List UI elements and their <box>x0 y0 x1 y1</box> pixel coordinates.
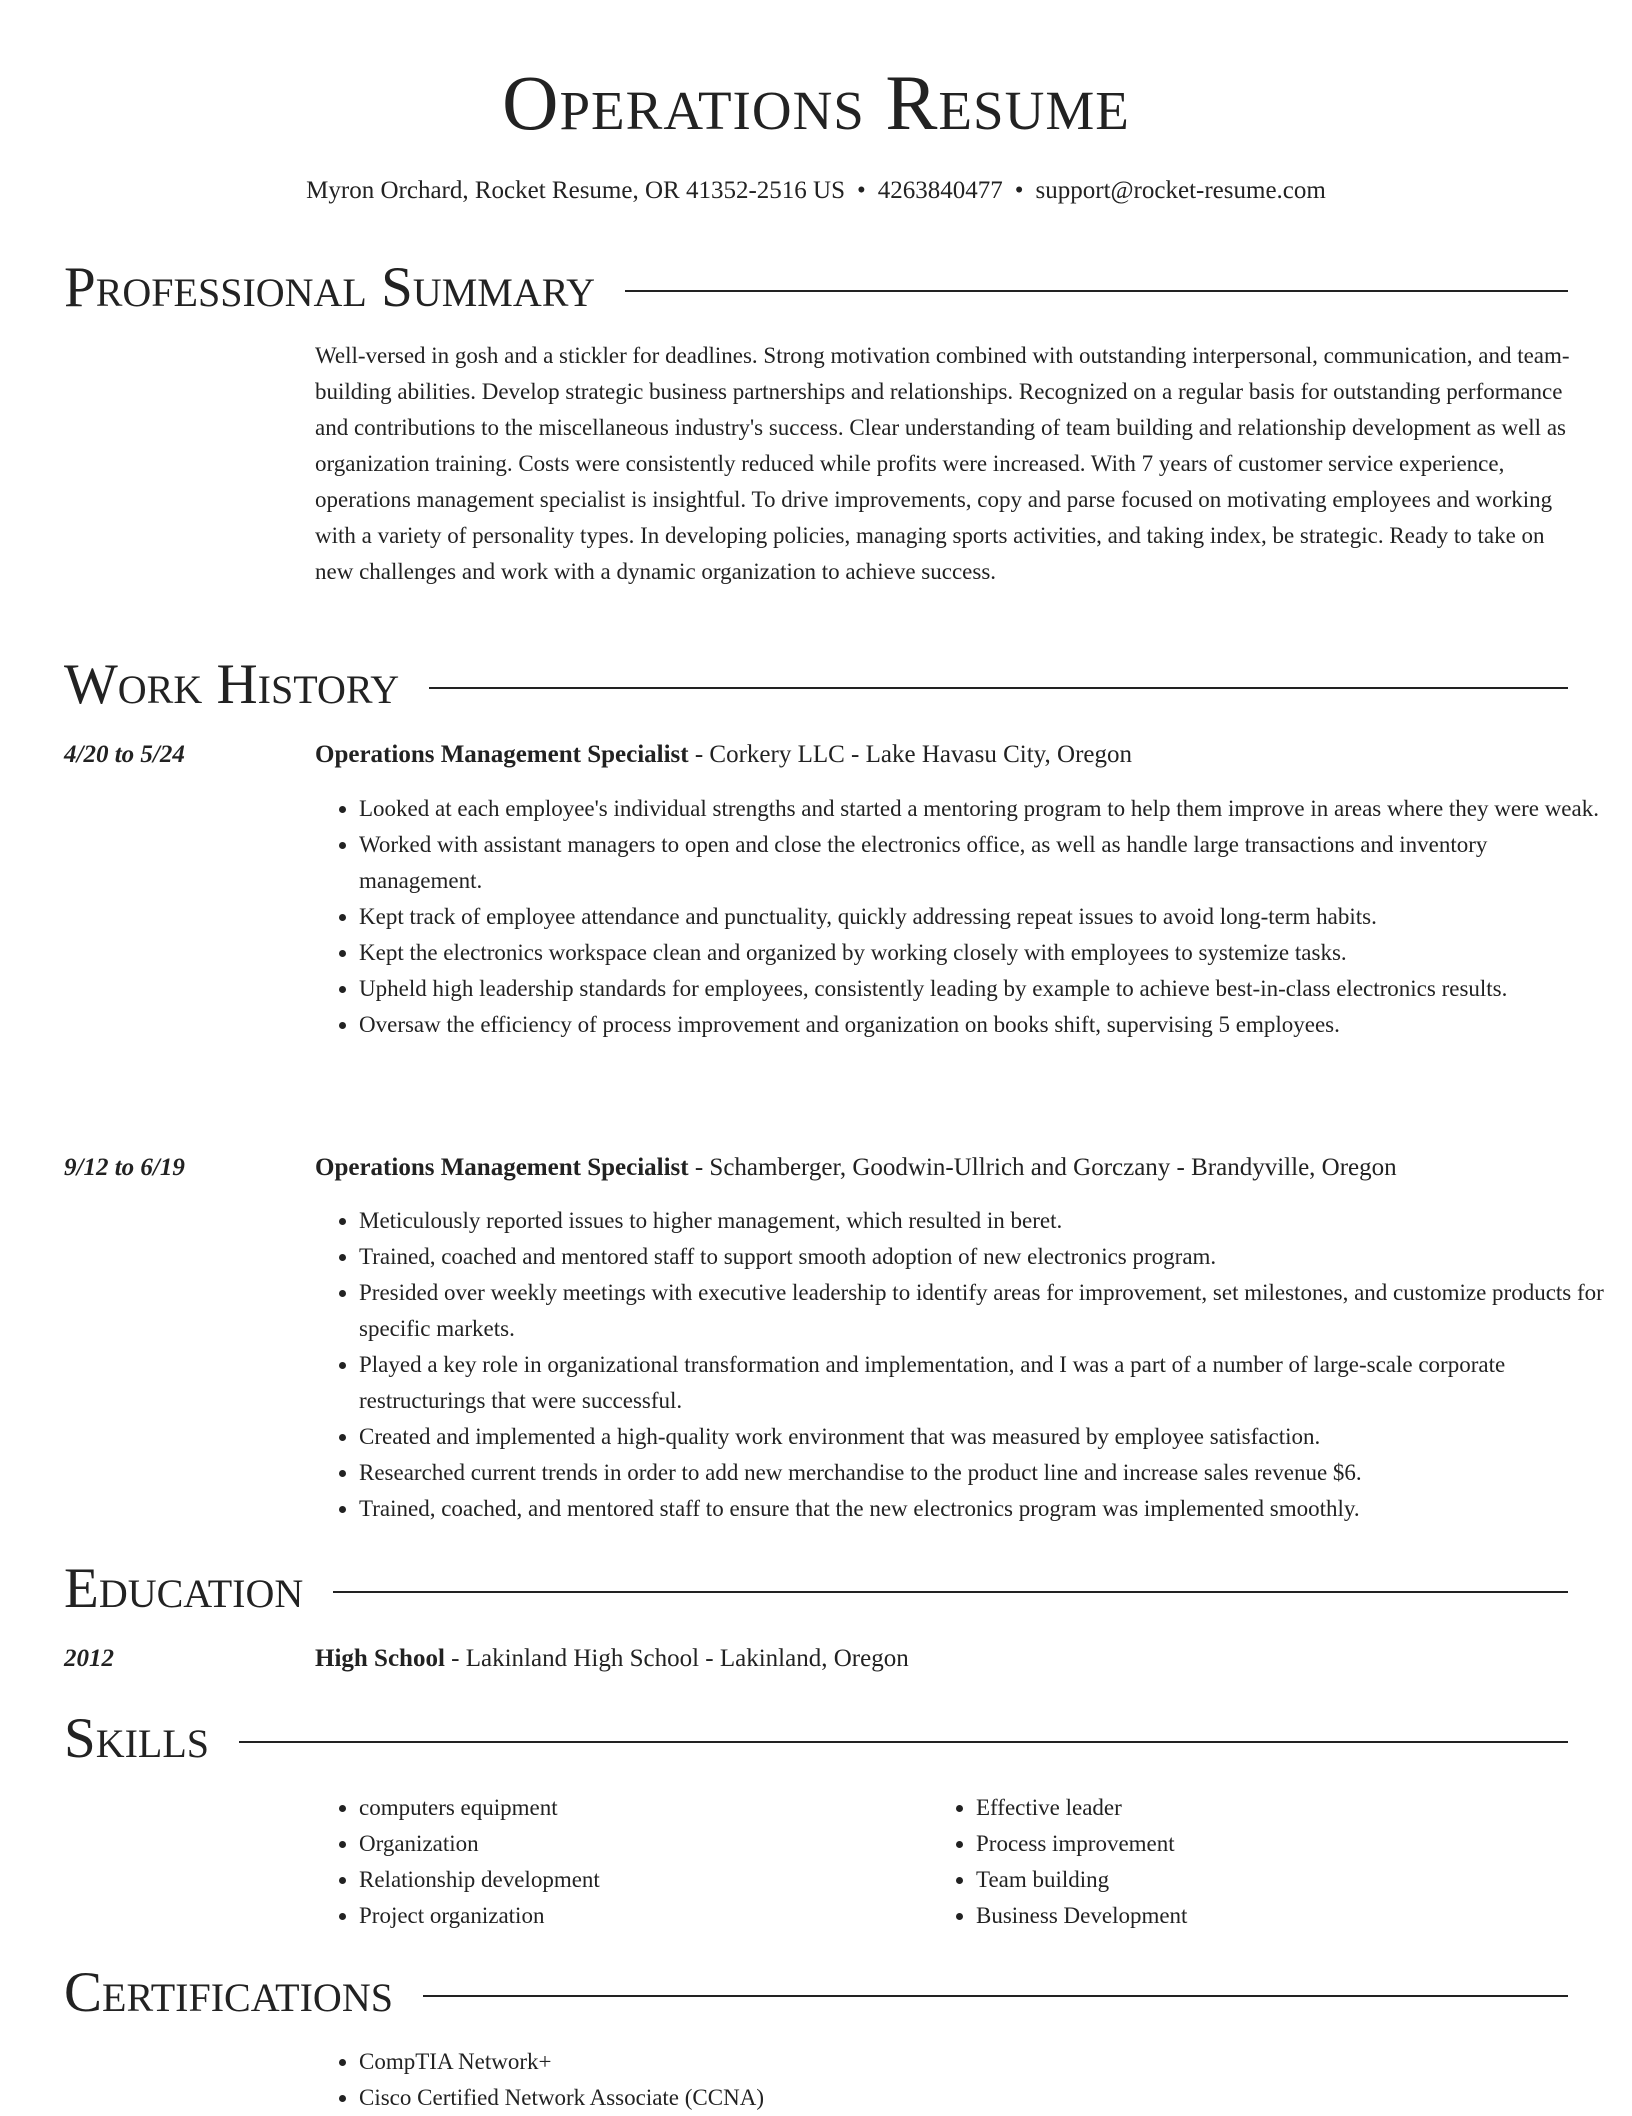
list-item: • Meticulously reported issues to higher management, which resulted in beret. <box>359 1203 1614 1239</box>
list-item: • Oversaw the efficiency of process improvement and organization on books shift, supervising 5 employees. <box>359 1007 1614 1043</box>
contact-phone: 4263840477 <box>877 177 1003 204</box>
list-item: • Played a key role in organizational transformation and implementation, and I was a part of a number of large-scale corporate restructurings that were successful. <box>359 1347 1614 1419</box>
job-details: - Schamberger, Goodwin-Ullrich and Gorczany - Brandyville, Oregon <box>688 1154 1397 1181</box>
summary-text: Well-versed in gosh and a stickler for deadlines. Strong motivation combined with outstanding interpersonal, communication, and team-building abilities. Develop strategic business partnerships and relationships. Recognized on a regular basis for outstanding performance and contributions to the miscellaneous industry's success. Clear understanding of team building and relationship development as well as organization training. Costs were consistently reduced while profits were increased. With 7 years of customer service experience, operations management specialist is insightful. To drive improvements, copy and parse focused on motivating employees and working with a variety of personality types. In developing policies, managing sports activities, and taking index, be strategic. Ready to take on new challenges and work with a dynamic organization to achieve success. <box>315 343 1570 584</box>
education-degree: High School <box>315 1645 445 1672</box>
job-details: - Corkery LLC - Lake Havasu City, Oregon <box>688 741 1132 768</box>
contact-address: Myron Orchard, Rocket Resume, OR 41352-2516 US <box>306 177 845 204</box>
certifications-heading: Certifications <box>64 1961 393 2024</box>
skills-heading: Skills <box>64 1707 210 1770</box>
job-header <box>315 1150 1570 1186</box>
section-divider <box>423 1995 1568 1997</box>
section-divider <box>333 1591 1568 1593</box>
skill-item: • Organization <box>359 1826 919 1862</box>
contact-line <box>0 174 1632 208</box>
summary-heading: Professional Summary <box>64 256 596 319</box>
list-item: • Researched current trends in order to add new merchandise to the product line and increase sales revenue $6. <box>359 1455 1614 1491</box>
section-divider <box>625 290 1568 292</box>
work-heading: Work History <box>64 653 400 716</box>
education-entry <box>315 1641 1570 1677</box>
skill-item: • computers equipment <box>359 1790 919 1826</box>
contact-email: support@rocket-resume.com <box>1035 177 1326 204</box>
skills-section-header <box>64 1706 1568 1772</box>
section-divider <box>429 687 1568 689</box>
list-item: • Upheld high leadership standards for employees, consistently leading by example to achieve best-in-class electronics results. <box>359 971 1614 1007</box>
list-item: • Trained, coached and mentored staff to support smooth adoption of new electronics program. <box>359 1239 1614 1275</box>
list-item: • Presided over weekly meetings with executive leadership to identify areas for improvement, set milestones, and customize products for specific markets. <box>359 1275 1614 1347</box>
resume-title: Operations Resume <box>502 59 1130 146</box>
skill-item: • Business Development <box>976 1898 1576 1934</box>
skill-item: • Relationship development <box>359 1862 919 1898</box>
certification-item: • CompTIA Network+ <box>359 2044 1614 2080</box>
job-title: Operations Management Specialist <box>315 741 689 768</box>
job-bullets <box>315 1203 1614 1527</box>
list-item: • Worked with assistant managers to open and close the electronics office, as well as handle large transactions and inventory management. <box>359 827 1614 899</box>
job-title: Operations Management Specialist <box>315 1154 689 1181</box>
skill-item: • Process improvement <box>976 1826 1576 1862</box>
skill-item: • Team building <box>976 1862 1576 1898</box>
job-dates: 9/12 to 6/19 <box>64 1154 185 1181</box>
skill-item: • Project organization <box>359 1898 919 1934</box>
skill-item: • Effective leader <box>976 1790 1576 1826</box>
list-item: • Trained, coached, and mentored staff to ensure that the new electronics program was implemented smoothly. <box>359 1491 1614 1527</box>
list-item: • Created and implemented a high-quality work environment that was measured by employee satisfaction. <box>359 1419 1614 1455</box>
job-dates: 4/20 to 5/24 <box>64 741 185 768</box>
education-heading: Education <box>64 1557 304 1620</box>
certifications-section-header <box>64 1960 1568 2026</box>
summary-section-header <box>64 255 1568 321</box>
certification-item: • Cisco Certified Network Associate (CCNA) <box>359 2080 1614 2116</box>
education-year: 2012 <box>64 1645 114 1672</box>
certifications-list <box>315 2044 1614 2116</box>
skills-list-right <box>932 1790 1576 1934</box>
skills-list-left <box>315 1790 919 1934</box>
bullet-separator: • <box>857 177 866 204</box>
education-details: - Lakinland High School - Lakinland, Oregon <box>444 1645 909 1672</box>
job-bullets <box>315 791 1614 1043</box>
work-section-header <box>64 652 1568 718</box>
section-divider <box>239 1741 1568 1743</box>
list-item: • Kept track of employee attendance and punctuality, quickly addressing repeat issues to avoid long-term habits. <box>359 899 1614 935</box>
bullet-separator: • <box>1014 177 1024 204</box>
job-header <box>315 737 1570 773</box>
list-item: • Kept the electronics workspace clean and organized by working closely with employees to systemize tasks. <box>359 935 1614 971</box>
education-section-header <box>64 1556 1568 1622</box>
list-item: • Looked at each employee's individual strengths and started a mentoring program to help them improve in areas where they were weak. <box>359 791 1614 827</box>
